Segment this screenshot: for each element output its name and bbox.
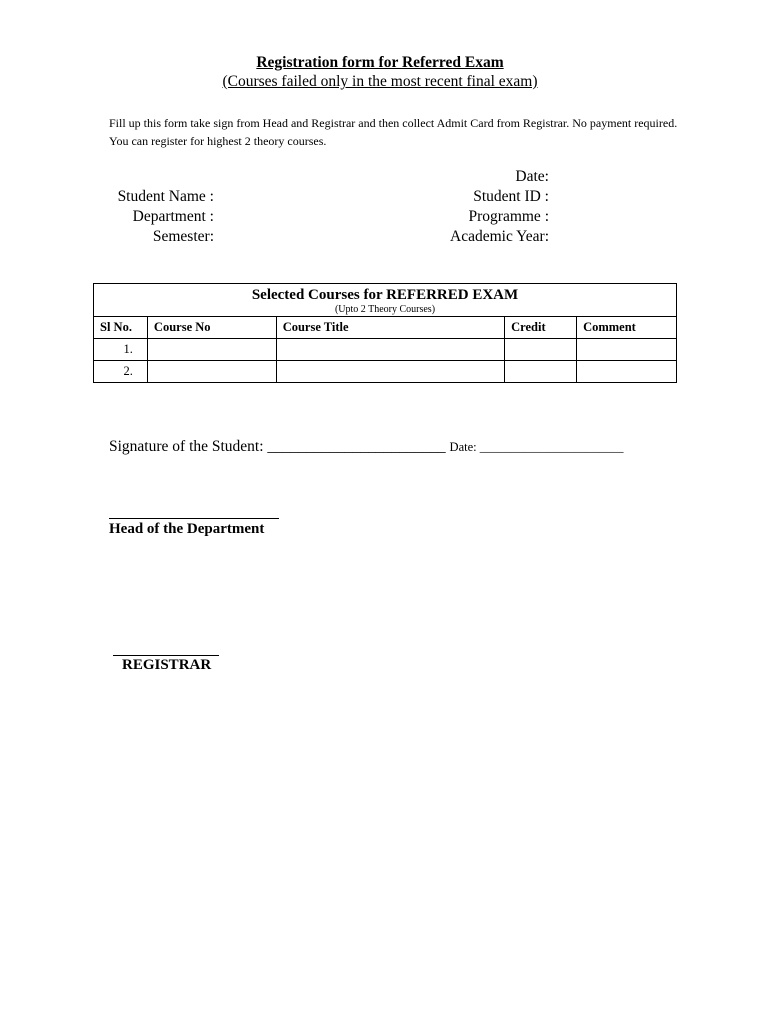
- courses-table: [93, 283, 677, 383]
- registrar-signature-line: [113, 655, 219, 656]
- table-caption-subtitle: (Upto 2 Theory Courses): [334, 304, 436, 315]
- row-course-no-field[interactable]: [147, 361, 276, 383]
- department-label: Department :: [132, 208, 214, 225]
- semester-label: Semester:: [152, 228, 214, 245]
- header-sl-no: Sl No.: [94, 317, 148, 339]
- row-sl-no: 2.: [94, 361, 148, 383]
- row-sl-no: 1.: [94, 339, 148, 361]
- row-comment-field[interactable]: [577, 339, 677, 361]
- row-course-title-field[interactable]: [276, 361, 504, 383]
- student-name-label: Student Name :: [117, 188, 214, 205]
- header-credit: Credit: [505, 317, 577, 339]
- header-comment: Comment: [577, 317, 677, 339]
- head-of-department-label: Head of the Department: [109, 521, 265, 537]
- row-credit-field[interactable]: [505, 361, 577, 383]
- table-header-row: [94, 317, 677, 339]
- table-caption: [94, 284, 677, 317]
- student-signature-line: [109, 438, 624, 456]
- form-subtitle: (Courses failed only in the most recent final exam): [222, 73, 538, 90]
- programme-label: Programme :: [468, 208, 549, 225]
- academic-year-label: Academic Year:: [450, 228, 549, 245]
- head-signature-line: [109, 518, 279, 519]
- signature-date-label: Date: _______________________: [449, 440, 624, 454]
- row-course-no-field[interactable]: [147, 339, 276, 361]
- header-course-no: Course No: [147, 317, 276, 339]
- table-caption-title: Selected Courses for REFERRED EXAM: [251, 287, 519, 303]
- header-course-title: Course Title: [276, 317, 504, 339]
- row-credit-field[interactable]: [505, 339, 577, 361]
- registrar-label: REGISTRAR: [122, 657, 212, 673]
- row-comment-field[interactable]: [577, 361, 677, 383]
- student-id-label: Student ID :: [473, 188, 549, 205]
- row-course-title-field[interactable]: [276, 339, 504, 361]
- date-label: Date:: [515, 168, 549, 185]
- form-title: Registration form for Referred Exam: [256, 54, 504, 71]
- instructions-text: Fill up this form take sign from Head and Registrar and then collect Admit Card from Registrar. No payment required. You can register for highest 2 theory courses.: [109, 116, 678, 148]
- student-signature-label: Signature of the Student: _______________________: [109, 438, 446, 455]
- table-row: [94, 339, 677, 361]
- table-row: [94, 361, 677, 383]
